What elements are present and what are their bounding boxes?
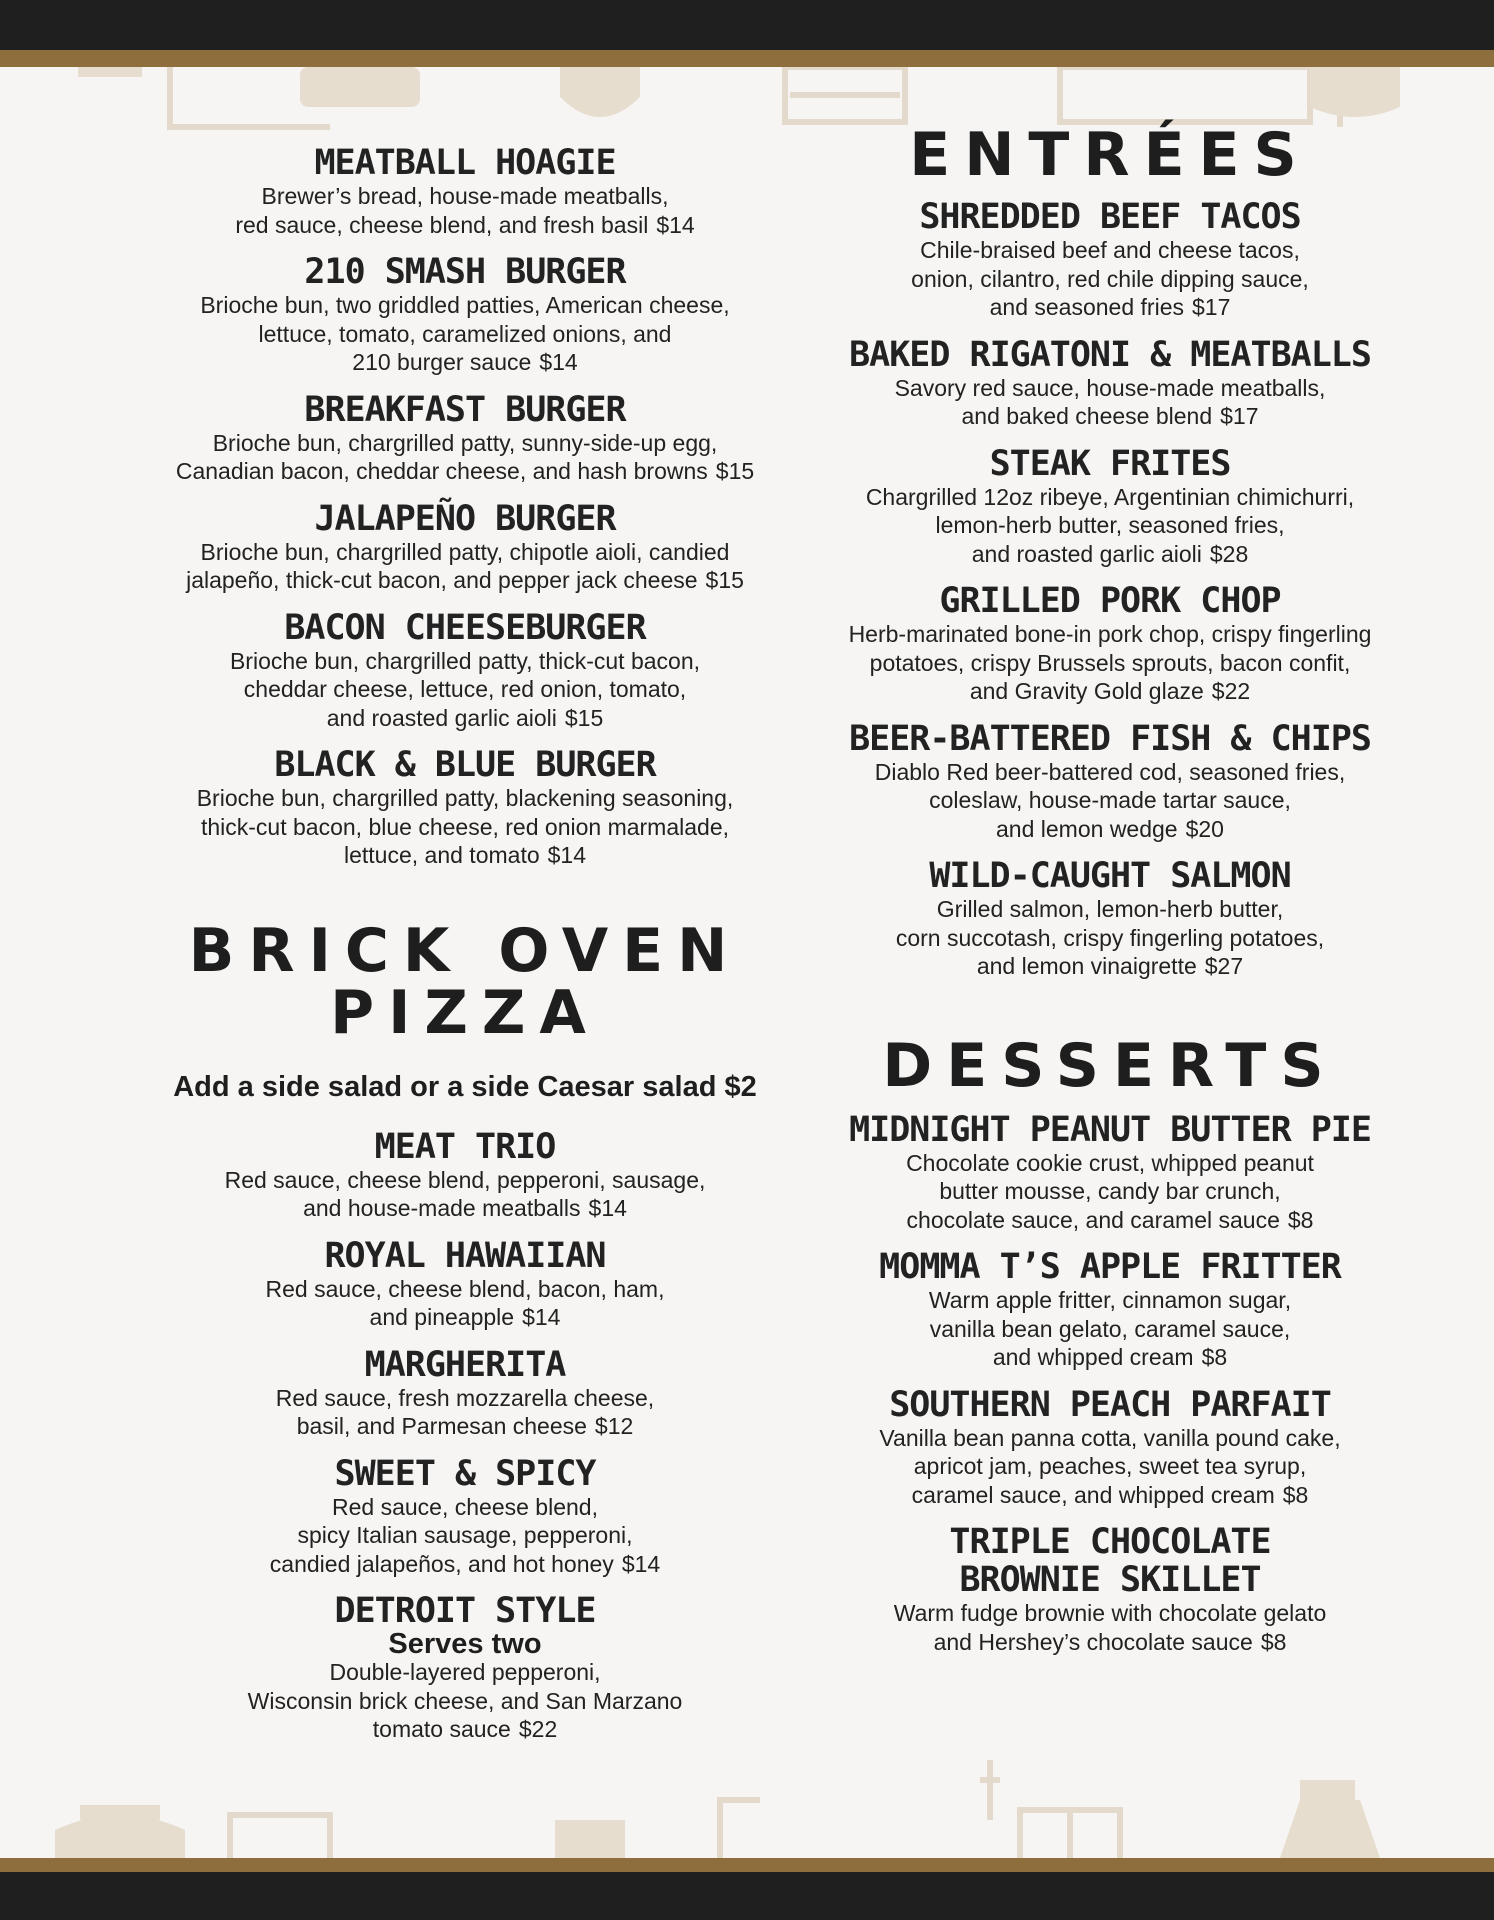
bottom-gold-stripe <box>0 1858 1494 1872</box>
item-name: TRIPLE CHOCOLATE <box>949 1522 1271 1562</box>
menu-item <box>790 336 1430 431</box>
item-price: $14 <box>588 1195 627 1221</box>
item-name: DETROIT STYLE <box>334 1591 596 1631</box>
menu-item <box>120 1592 810 1744</box>
item-name: ROYAL HAWAIIAN <box>324 1235 606 1276</box>
item-name: GRILLED PORK CHOP <box>939 581 1281 621</box>
menu-item <box>790 582 1430 706</box>
item-description: Warm apple fritter, cinnamon sugar, vanilla bean gelato, caramel sauce, and whipped cream $8 <box>928 1287 1292 1370</box>
menu-item <box>120 746 810 870</box>
item-description: Red sauce, cheese blend, bacon, ham, and pineapple $14 <box>265 1275 665 1330</box>
item-description: Brioche bun, chargrilled patty, thick-cut bacon, cheddar cheese, lettuce, red onion, tomato, and roasted garlic aioli $15 <box>229 647 701 731</box>
item-description: Red sauce, cheese blend, spicy Italian sausage, pepperoni, candied jalapeños, and hot honey $14 <box>269 1493 661 1577</box>
menu-item <box>120 1128 810 1223</box>
item-price: $20 <box>1185 815 1224 842</box>
item-name: BREAKFAST BURGER <box>304 389 626 430</box>
item-description: Warm fudge brownie with chocolate gelato and Hershey’s chocolate sauce $8 <box>893 1600 1327 1655</box>
item-description: Red sauce, fresh mozzarella cheese, basil, and Parmesan cheese $12 <box>275 1384 655 1439</box>
item-name: BROWNIE SKILLET <box>959 1560 1261 1600</box>
item-description: Herb-marinated bone-in pork chop, crispy fingerling potatoes, crispy Brussels sprouts, bacon confit, and Gravity Gold glaze $22 <box>848 621 1372 704</box>
item-price: $15 <box>705 567 744 593</box>
item-name: WILD-CAUGHT SALMON <box>929 856 1291 896</box>
item-name: SWEET & SPICY <box>334 1453 596 1494</box>
item-price: $14 <box>522 1304 561 1330</box>
brewery-equipment-decoration-bottom <box>0 1760 1494 1858</box>
top-bar <box>0 0 1494 50</box>
bottom-bar <box>0 1872 1494 1920</box>
item-name: MARGHERITA <box>364 1344 566 1385</box>
item-name: MEAT TRIO <box>374 1126 556 1167</box>
menu-item <box>790 198 1430 322</box>
item-name: STEAK FRITES <box>989 443 1231 484</box>
item-price: $28 <box>1209 540 1249 567</box>
item-subtitle: Serves two <box>388 1628 542 1660</box>
item-price: $14 <box>539 349 578 375</box>
pizza-side-salad-note: Add a side salad or a side Caesar salad $2 <box>173 1070 757 1103</box>
item-price: $17 <box>1191 294 1231 320</box>
item-description: Brioche bun, chargrilled patty, sunny-side-up egg, Canadian bacon, cheddar cheese, and hash browns $15 <box>175 429 755 484</box>
menu-item <box>120 500 810 595</box>
item-price: $15 <box>715 458 755 484</box>
item-price: $8 <box>1287 1206 1314 1233</box>
item-description: Brioche bun, chargrilled patty, blackening seasoning, thick-cut bacon, blue cheese, red onion marmalade, lettuce, and tomato $14 <box>196 785 734 868</box>
item-price: $14 <box>656 211 695 238</box>
menu-item <box>120 391 810 486</box>
menu-item <box>790 1386 1430 1510</box>
item-description: Chocolate cookie crust, whipped peanut butter mousse, candy bar crunch, chocolate sauce, and caramel sauce $8 <box>906 1149 1314 1233</box>
item-price: $22 <box>518 1716 558 1742</box>
item-name: MIDNIGHT PEANUT BUTTER PIE <box>849 1109 1371 1150</box>
item-description: Double-layered pepperoni, Wisconsin brick cheese, and San Marzano tomato sauce $22 <box>247 1659 683 1742</box>
item-description: Savory red sauce, house-made meatballs, and baked cheese blend $17 <box>894 374 1326 429</box>
item-description: Diablo Red beer-battered cod, seasoned fries, coleslaw, house-made tartar sauce, and lemon wedge $20 <box>874 758 1346 842</box>
menu-item <box>120 253 810 377</box>
desserts-section-title: DESSERTS <box>882 1030 1338 1101</box>
item-description: Chargrilled 12oz ribeye, Argentinian chimichurri, lemon-herb butter, seasoned fries, and roasted garlic aioli $28 <box>865 483 1355 567</box>
item-name: BAKED RIGATONI & MEATBALLS <box>849 334 1371 375</box>
menu-item <box>790 857 1430 981</box>
item-name: MEATBALL HOAGIE <box>314 143 616 183</box>
item-price: $14 <box>547 842 586 868</box>
item-price: $27 <box>1204 953 1244 979</box>
menu-item <box>790 720 1430 844</box>
menu-item <box>120 1346 810 1441</box>
item-price: $8 <box>1282 1481 1309 1508</box>
menu-item <box>790 1248 1430 1372</box>
item-name: BEER-BATTERED FISH & CHIPS <box>849 718 1371 759</box>
menu-item <box>120 144 810 239</box>
item-name: MOMMA T’S APPLE FRITTER <box>879 1247 1341 1287</box>
item-price: $17 <box>1220 403 1259 429</box>
item-description: Brioche bun, chargrilled patty, chipotle aioli, candied jalapeño, thick-cut bacon, and pepper jack cheese $15 <box>186 538 744 593</box>
item-name: BACON CHEESEBURGER <box>284 607 646 648</box>
item-description: Red sauce, cheese blend, pepperoni, sausage, and house-made meatballs $14 <box>224 1166 706 1221</box>
item-name: SHREDDED BEEF TACOS <box>919 197 1301 237</box>
item-price: $15 <box>564 704 604 731</box>
menu-item <box>120 1237 810 1332</box>
menu-item <box>120 609 810 733</box>
pizza-title-line-2: PIZZA <box>330 977 600 1048</box>
item-price: $14 <box>621 1550 661 1577</box>
item-description: Brioche bun, two griddled patties, American cheese, lettuce, tomato, caramelized onions, and 210 burger sauce $14 <box>200 292 730 375</box>
item-description: Chile-braised beef and cheese tacos, onion, cilantro, red chile dipping sauce, and seasoned fries $17 <box>911 237 1309 320</box>
entrees-section-title: ENTRÉES <box>909 120 1311 190</box>
item-price: $12 <box>594 1413 634 1439</box>
item-description: Vanilla bean panna cotta, vanilla pound cake, apricot jam, peaches, sweet tea syrup, caramel sauce, and whipped cream $8 <box>879 1424 1341 1508</box>
left-column <box>120 144 810 1744</box>
menu-item <box>790 1523 1430 1656</box>
menu-item <box>790 445 1430 569</box>
item-description: Grilled salmon, lemon-herb butter, corn succotash, crispy fingerling potatoes, and lemon vinaigrette $27 <box>895 896 1325 979</box>
right-column <box>790 120 1430 1656</box>
item-price: $8 <box>1260 1628 1287 1655</box>
item-name: 210 SMASH BURGER <box>304 252 626 292</box>
menu-item <box>120 1455 810 1579</box>
item-description: Brewer’s bread, house-made meatballs, red sauce, cheese blend, and fresh basil $14 <box>235 183 695 238</box>
menu-item <box>790 1111 1430 1235</box>
item-name: JALAPEÑO BURGER <box>314 498 616 539</box>
item-name: SOUTHERN PEACH PARFAIT <box>889 1384 1331 1425</box>
item-price: $22 <box>1211 678 1251 704</box>
pizza-title-line-1: BRICK OVEN <box>188 915 742 986</box>
pizza-section-title <box>120 915 810 1048</box>
item-price: $8 <box>1201 1344 1228 1370</box>
top-gold-stripe <box>0 50 1494 67</box>
item-name: BLACK & BLUE BURGER <box>274 745 656 785</box>
